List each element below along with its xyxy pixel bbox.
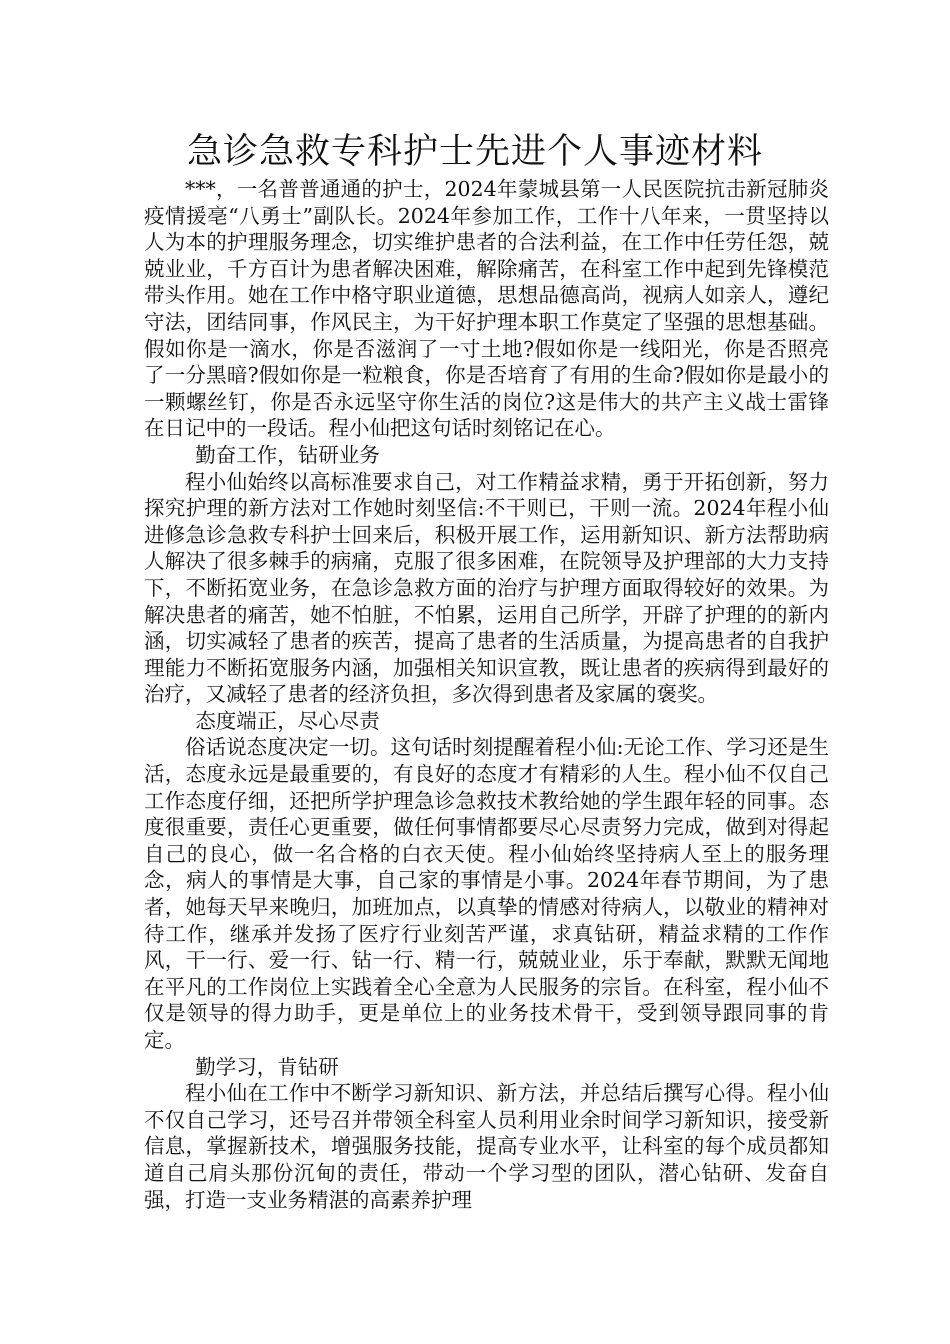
paragraph-attitude: 俗话说态度决定一切。这句话时刻提醒着程小仙:无论工作、学习还是生活，态度永远是最重要的，有良好的态度才有精彩的人生。程小仙不仅自己工作态度仔细，还把所学护理急诊急救技术教给她的学生跟年轻的同事。态度很重要，责任心更重要，做任何事情都要尽心尽责努力完成，做到对得起自己的良心，做一名合格的白衣天使。程小仙始终坚持病人至上的服务理念，病人的事情是大事，自己家的事情是小事。2024年春节期间，为了患者，她每天早来晚归，加班加点，以真挚的情感对待病人，以敬业的精神对待工作，继承并发扬了医疗行业刻苦严谨，求真钻研，精益求精的工作作风，干一行、爱一行、钻一行、精一行，兢兢业业，乐于奉献，默默无闻地在平凡的工作岗位上实践着全心全意为人民服务的宗旨。在科室，程小仙不仅是领导的得力助手，更是单位上的业务技术骨干，受到领导跟同事的肯定。 — [144, 735, 829, 1052]
paragraph-intro: ***，一名普普通通的护士，2024年蒙城县第一人民医院抗击新冠肺炎疫情援亳“八勇士”副队长。2024年参加工作，工作十八年来，一贯坚持以人为本的护理服务理念，切实维护患者的合法利益，在工作中任劳任怨，兢兢业业，千方百计为患者解决困难，解除痛苦，在科室工作中起到先锋模范带头作用。她在工作中格守职业道德，思想品德高尚，视病人如亲人，遵纪守法，团结同事，作风民主，为干好护理本职工作莫定了坚强的思想基础。假如你是一滴水，你是否滋润了一寸土地?假如你是一线阳光，你是否照亮了一分黑暗?假如你是一粒粮食，你是否培育了有用的生命?假如你是最小的一颗螺丝钉，你是否永远坚守你生活的岗位?这是伟大的共产主义战士雷锋在日记中的一段话。程小仙把这句话时刻铭记在心。 — [144, 177, 829, 441]
section-heading-attitude: 态度端正，尽心尽责 — [195, 708, 380, 733]
section-heading-study: 勤学习，肯钻研 — [195, 1054, 339, 1079]
document-body — [144, 176, 829, 1213]
document-title: 急诊急救专科护士先进个人事迹材料 — [186, 132, 763, 172]
section-heading-diligent-work: 勤奋工作，钻研业务 — [195, 442, 380, 467]
paragraph-study: 程小仙在工作中不断学习新知识、新方法，并总结后撰写心得。程小仙不仅自己学习，还号召并带领全科室人员利用业余时间学习新知识，接受新信息，掌握新技术，增强服务技能，提高专业水平，让科室的每个成员都知道自己肩头那份沉甸的责任，带动一个学习型的团队，潜心钻研、发奋自强，打造一支业务精湛的高素养护理 — [144, 1081, 829, 1212]
paragraph-diligent-work: 程小仙始终以高标准要求自己，对工作精益求精，勇于开拓创新，努力探究护理的新方法对工作她时刻坚信:不干则已，干则一流。2024年程小仙进修急诊急救专科护士回来后，积极开展工作，运用新知识、新方法帮助病人解决了很多棘手的病痛，克服了很多困难，在院领导及护理部的大力支持下，不断拓宽业务，在急诊急救方面的治疗与护理方面取得较好的效果。为解决患者的痛苦，她不怕脏，不怕累，运用自己所学，开辟了护理的的新内涵，切实减轻了患者的疾苦，提高了患者的生活质量，为提高患者的自我护理能力不断拓宽服务内涵，加强相关知识宣教，既让患者的疾病得到最好的治疗，又减轻了患者的经济负担，多次得到患者及家属的褒奖。 — [144, 469, 829, 707]
